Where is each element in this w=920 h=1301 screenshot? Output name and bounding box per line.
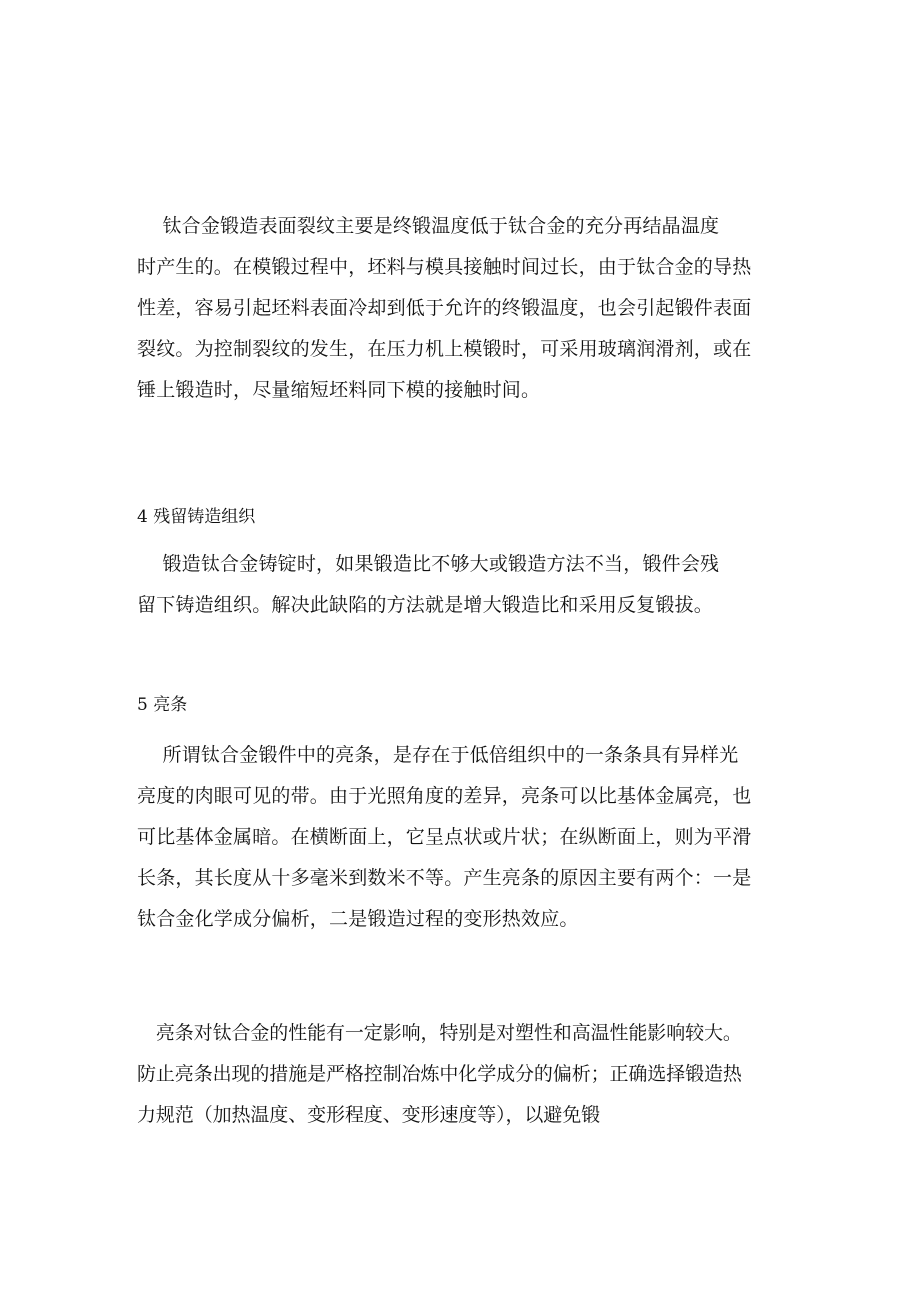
text-line: 防止亮条出现的措施是严格控制冶炼中化学成分的偏析；正确选择锻造热 xyxy=(137,1063,742,1085)
text-line: 钛合金化学成分偏析，二是锻造过程的变形热效应。 xyxy=(137,908,579,930)
paragraph-bright-streaks xyxy=(137,735,787,940)
text-line: 力规范（加热温度、变形程度、变形速度等），以避免锻 xyxy=(137,1104,601,1126)
text-line: 所谓钛合金锻件中的亮条，是存在于低倍组织中的一条条具有异样光 xyxy=(137,744,739,766)
text-line: 锻造钛合金铸锭时，如果锻造比不够大或锻造方法不当，锻件会残 xyxy=(137,553,720,575)
section-heading-residual-cast-structure: 4 残留铸造组织 xyxy=(137,507,256,527)
section-heading-bright-streaks: 5 亮条 xyxy=(137,695,188,715)
paragraph-surface-cracks xyxy=(137,206,787,411)
text-line: 可比基体金属暗。在横断面上，它呈点状或片状；在纵断面上，则为平滑 xyxy=(137,826,752,848)
text-line: 留下铸造组织。解决此缺陷的方法就是增大锻造比和采用反复锻拔。 xyxy=(137,594,714,616)
text-line: 性差，容易引起坯料表面冷却到低于允许的终锻温度，也会引起锻件表面 xyxy=(137,297,752,319)
paragraph-residual-cast-structure xyxy=(137,544,787,626)
text-line: 钛合金锻造表面裂纹主要是终锻温度低于钛合金的充分再结晶温度 xyxy=(137,215,720,237)
text-line: 裂纹。为控制裂纹的发生，在压力机上模锻时，可采用玻璃润滑剂，或在 xyxy=(137,338,752,360)
paragraph-bright-streak-effects xyxy=(137,1013,787,1136)
text-line: 锤上锻造时，尽量缩短坯料同下模的接触时间。 xyxy=(137,379,541,401)
text-line: 亮条对钛合金的性能有一定影响，特别是对塑性和高温性能影响较大。 xyxy=(137,1022,742,1044)
text-line: 亮度的肉眼可见的带。由于光照角度的差异，亮条可以比基体金属亮，也 xyxy=(137,785,752,807)
text-line: 时产生的。在模锻过程中，坯料与模具接触时间过长，由于钛合金的导热 xyxy=(137,256,752,278)
text-line: 长条，其长度从十多毫米到数米不等。产生亮条的原因主要有两个：一是 xyxy=(137,867,752,889)
